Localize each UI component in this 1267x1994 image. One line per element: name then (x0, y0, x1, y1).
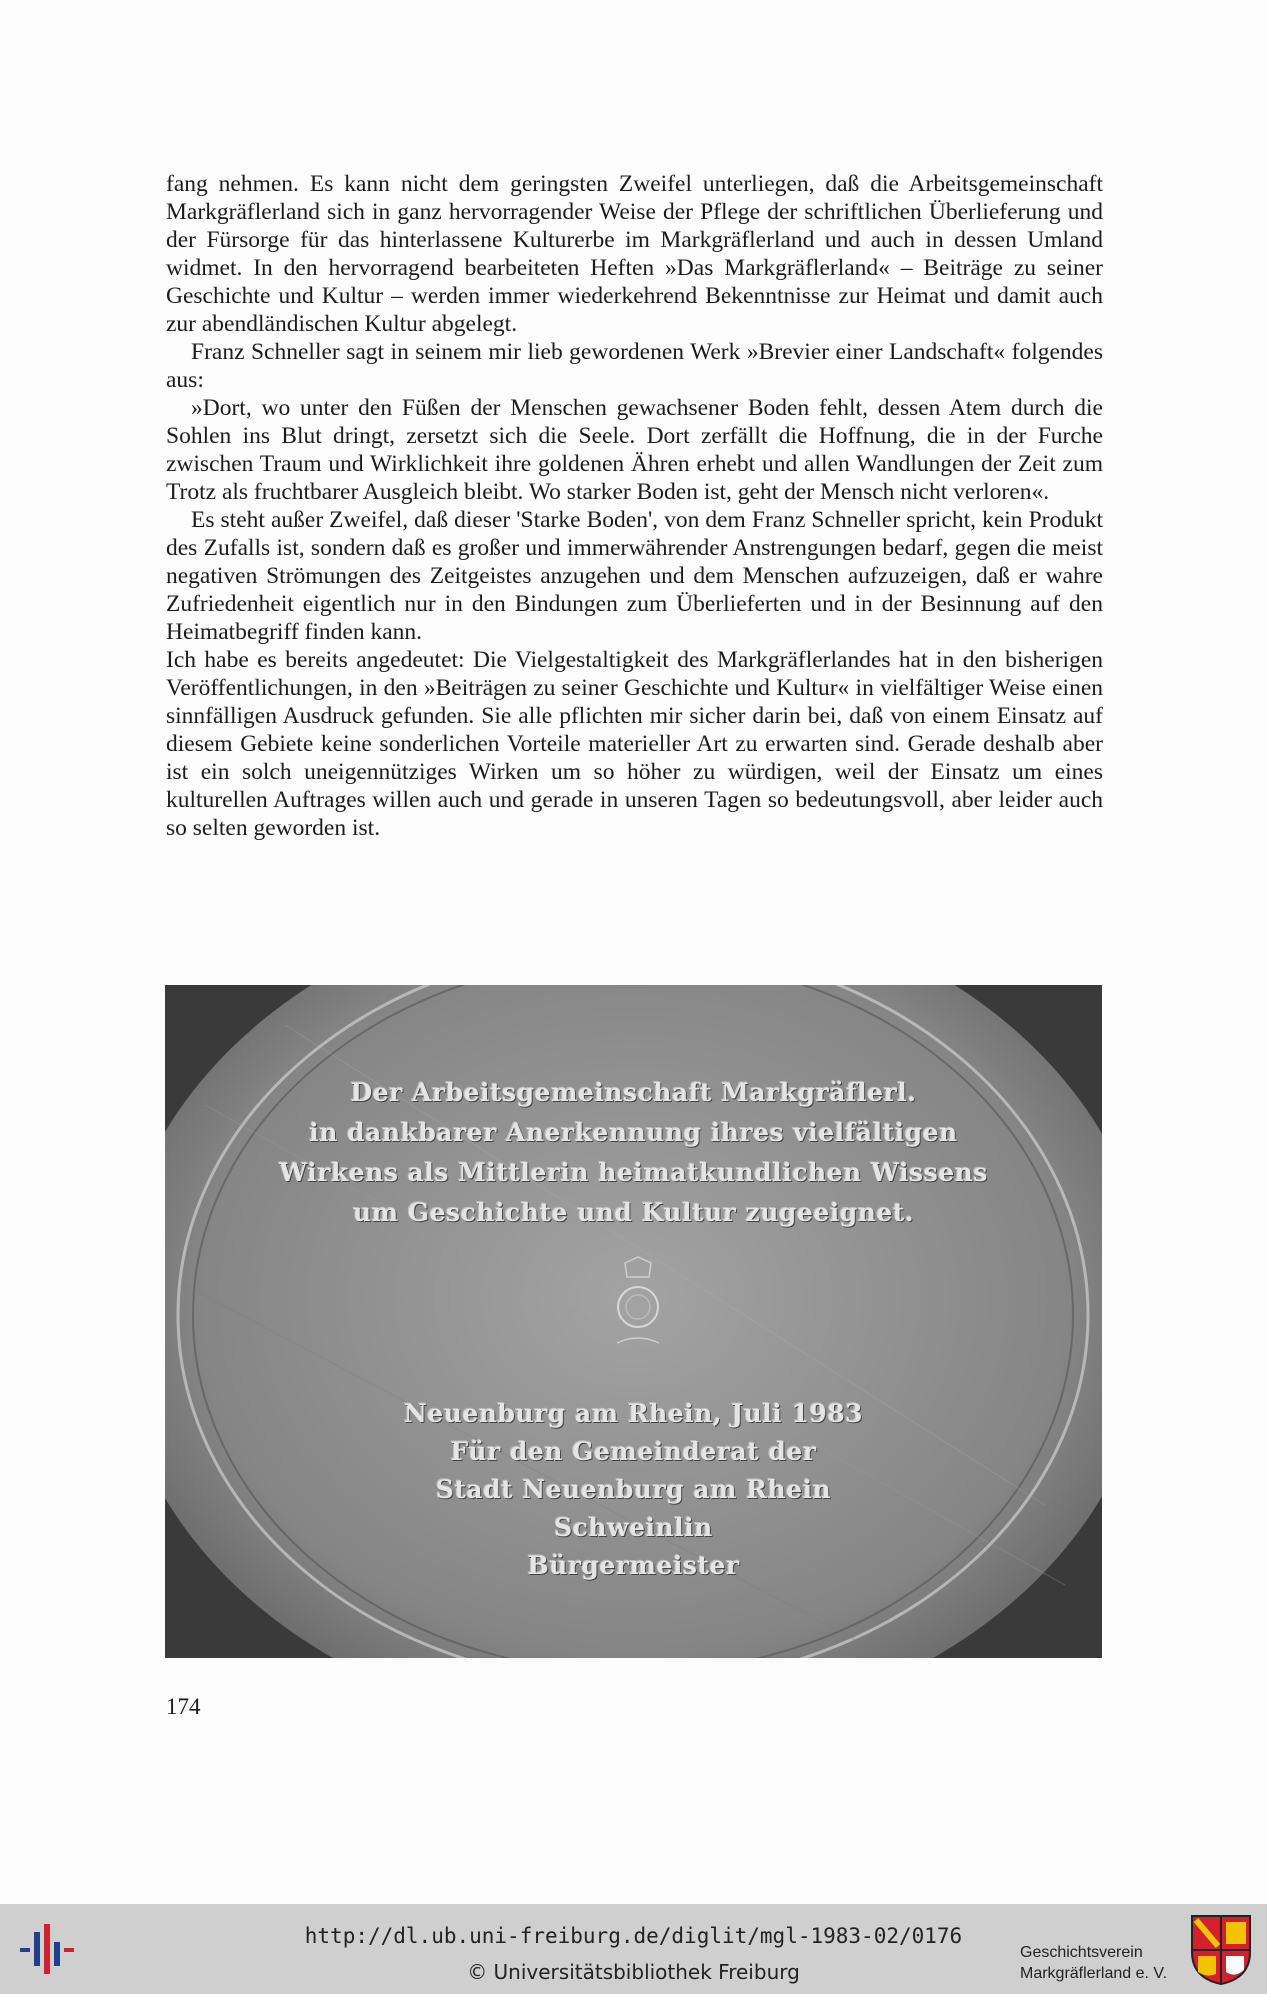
engraving-line: in dankbarer Anerkennung ihres vielfältigen (309, 1118, 958, 1147)
engraved-plate-photo (165, 985, 1102, 1658)
paragraph-1: fang nehmen. Es kann nicht dem geringsten Zweifel unterliegen, daß die Arbeitsgemeinschaft Markgräflerland sich in ganz hervorragender Weise der Pflege der schriftlichen Überlieferung und der Fürsorge für das hinterlassene Kulturerbe im Markgräflerland und auch in dessen Umland widmet. In den hervorragend bearbeiteten Heften »Das Markgräflerland« – Beiträge zu seiner Geschichte und Kultur – werden immer wiederkehrend Bekenntnisse zur Heimat und damit auch zur abendländischen Kultur abgelegt. (166, 171, 1103, 337)
footer-organization (1020, 1942, 1167, 1984)
paragraph-5: Ich habe es bereits angedeutet: Die Vielgestaltigkeit des Markgräflerlandes hat in den bisherigen Veröffentlichungen, in den »Beiträgen zu seiner Geschichte und Kultur« in vielfältiger Weise einen sinnfälligen Ausdruck gefunden. Sie alle pflichten mir sicher darin bei, daß von einem Einsatz auf diesem Gebiete keine sonderlichen Vorteile materieller Art zu erwarten sind. Gerade deshalb aber ist ein solch uneigennütziges Wirken um so höher zu würdigen, weil der Einsatz um eines kulturellen Auftrages willen auch und gerade in unseren Tagen so bedeutungsvoll, aber leider auch so selten geworden ist. (166, 647, 1103, 841)
engraving-signature (165, 1395, 1102, 1585)
coat-of-arms-icon (1188, 1912, 1254, 1988)
engraving-line: Für den Gemeinderat der (450, 1437, 817, 1466)
footer-copyright: © Universitätsbibliothek Freiburg (467, 1960, 800, 1984)
engraving-line: Wirkens als Mittlerin heimatkundlichen Wissens (279, 1158, 988, 1187)
engraving-line: Bürgermeister (527, 1551, 740, 1580)
engraving-line: Stadt Neuenburg am Rhein (435, 1475, 832, 1504)
engraving-line: Der Arbeitsgemeinschaft Markgräflerl. (350, 1078, 917, 1107)
engraving-line: um Geschichte und Kultur zugeeignet. (352, 1198, 915, 1227)
paragraph-2: Franz Schneller sagt in seinem mir lieb gewordenen Werk »Brevier einer Landschaft« folgendes aus: (166, 339, 1103, 393)
footer-bar (0, 1904, 1267, 1994)
engraving-line: Neuenburg am Rhein, Juli 1983 (403, 1399, 864, 1428)
org-line-2: Markgräflerland e. V. (1020, 1965, 1168, 1982)
footer-url-link[interactable]: http://dl.ub.uni-freiburg.de/diglit/mgl-1983-02/0176 (304, 1924, 963, 1948)
org-line-1: Geschichtsverein (1020, 1944, 1143, 1961)
paragraph-4: Es steht außer Zweifel, daß dieser 'Starke Boden', von dem Franz Schneller spricht, kein Produkt des Zufalls ist, sondern daß es großer und immerwährender Anstrengungen bedarf, gegen die meist negativen Strömungen des Zeitgeistes anzugehen und dem Menschen aufzuzeigen, daß er wahre Zufriedenheit eigentlich nur in den Bindungen zum Überlieferten und in der Besinnung auf den Heimatbegriff finden kann. (166, 507, 1103, 645)
paragraph-quote: »Dort, wo unter den Füßen der Menschen gewachsener Boden fehlt, dessen Atem durch die Sohlen ins Blut dringt, zersetzt sich die Seele. Dort zerfällt die Hoffnung, die in der Furche zwischen Traum und Wirklichkeit ihre goldenen Ähren erhebt und allen Wandlungen der Zeit zum Trotz als fruchtbarer Ausgleich bleibt. Wo starker Boden ist, geht der Mensch nicht verloren«. (166, 395, 1103, 505)
engraving-line: Schweinlin (554, 1513, 713, 1542)
body-text (166, 170, 1103, 842)
engraving-dedication (165, 1073, 1102, 1233)
city-seal-icon (603, 1255, 673, 1355)
page-number: 174 (166, 1694, 201, 1719)
